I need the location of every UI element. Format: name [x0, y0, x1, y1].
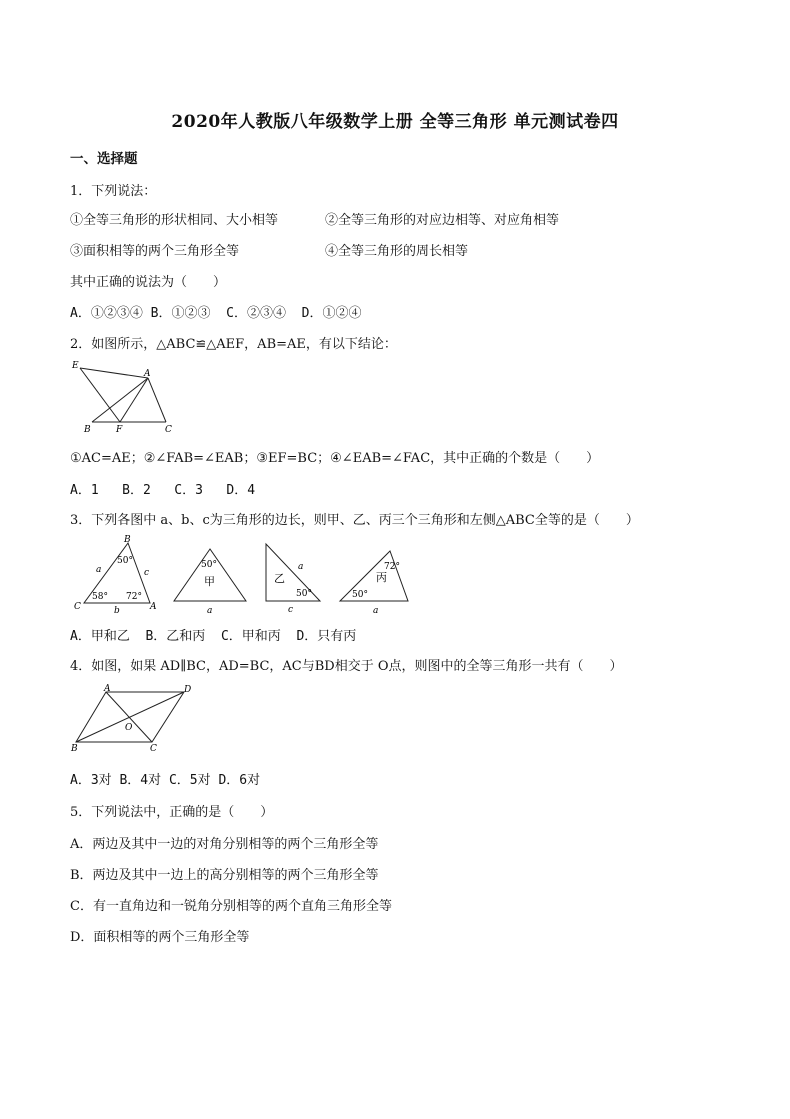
q3-yi-side-a: a	[298, 562, 304, 572]
q4-options: A．3对 B．4对 C．5对 D．6对	[70, 773, 261, 788]
q5-option-a: A．两边及其中一边的对角分别相等的两个三角形全等	[70, 837, 379, 852]
q3-jia-name: 甲	[204, 575, 215, 588]
q1-statement-4: ④全等三角形的周长相等	[325, 244, 469, 259]
q2-label-b: B	[84, 425, 91, 435]
q4-label-a: A	[104, 684, 111, 694]
q3-options: A．甲和乙 B．乙和丙 C．甲和丙 D．只有丙	[70, 629, 357, 644]
q2-options: A．1 B．2 C．3 D．4	[70, 483, 256, 498]
q4-stem: 4．如图，如果 AD∥BC，AD=BC，AC与BD相交于 O点，则图中的全等三角形一共有（ ）	[70, 659, 623, 674]
q2-label-c: C	[165, 425, 172, 435]
q3-abc-angle-c: 58°	[92, 592, 108, 602]
q4-label-b: B	[71, 744, 78, 754]
q5-option-c: C．有一直角边和一锐角分别相等的两个直角三角形全等	[70, 899, 392, 914]
q1-statement-3: ③面积相等的两个三角形全等	[70, 244, 240, 259]
q3-abc-label-c: C	[74, 602, 81, 612]
q3-bing-name: 丙	[376, 571, 387, 584]
q5-stem: 5．下列说法中，正确的是（ ）	[70, 805, 274, 820]
q4-figure	[70, 684, 200, 754]
q2-label-a: A	[144, 369, 151, 379]
q2-label-e: E	[72, 361, 79, 371]
q3-figure-abc	[70, 533, 165, 616]
q3-yi-angle: 50°	[296, 589, 312, 599]
q4-label-d: D	[184, 685, 192, 695]
q2-label-f: F	[116, 425, 123, 435]
q3-yi-name: 乙	[274, 572, 285, 585]
q3-abc-side-b: b	[114, 606, 120, 616]
q4-label-o: O	[125, 723, 133, 733]
q3-abc-angle-a: 72°	[126, 592, 142, 602]
q3-bing-side: a	[373, 606, 379, 616]
q2-figure	[70, 360, 180, 435]
q1-options: A．①②③④ B．①②③ C．②③④ D．①②④	[70, 306, 362, 321]
page-title: 2020年人教版八年级数学上册 全等三角形 单元测试卷四	[171, 112, 619, 132]
q3-abc-angle-b: 50°	[117, 556, 133, 566]
q1-ask: 其中正确的说法为（ ）	[70, 275, 227, 290]
q3-figure-yi	[258, 540, 328, 615]
q2-conclusions: ①AC=AE；②∠FAB=∠EAB；③EF=BC；④∠EAB=∠FAC，其中正确的个数是（ ）	[70, 451, 600, 466]
q1-statement-1: ①全等三角形的形状相同、大小相等	[70, 213, 279, 228]
q3-abc-side-c: c	[144, 568, 150, 578]
q3-abc-label-b: B	[124, 535, 131, 545]
q3-bing-angle-left: 50°	[352, 590, 368, 600]
q3-stem: 3．下列各图中 a、b、c为三角形的边长，则甲、乙、丙三个三角形和左侧△ABC全等的是（ ）	[70, 513, 639, 528]
q3-jia-side: a	[207, 606, 213, 616]
q5-option-d: D．面积相等的两个三角形全等	[70, 930, 250, 945]
q3-figure-jia	[170, 545, 250, 615]
q2-stem: 2．如图所示，△ABC≌△AEF，AB=AE，有以下结论：	[70, 337, 397, 352]
q3-figure-bing	[336, 545, 416, 615]
q1-statement-2: ②全等三角形的对应边相等、对应角相等	[325, 213, 560, 228]
q3-abc-side-a: a	[96, 565, 102, 575]
q4-label-c: C	[150, 744, 157, 754]
q5-option-b: B．两边及其中一边上的高分别相等的两个三角形全等	[70, 868, 379, 883]
section-heading: 一、选择题	[70, 151, 138, 167]
q3-jia-angle: 50°	[201, 560, 217, 570]
q1-stem: 1．下列说法：	[70, 184, 157, 199]
q3-abc-label-a: A	[150, 602, 157, 612]
q3-bing-angle-top: 72°	[384, 562, 400, 572]
q3-yi-side-c: c	[288, 605, 294, 615]
